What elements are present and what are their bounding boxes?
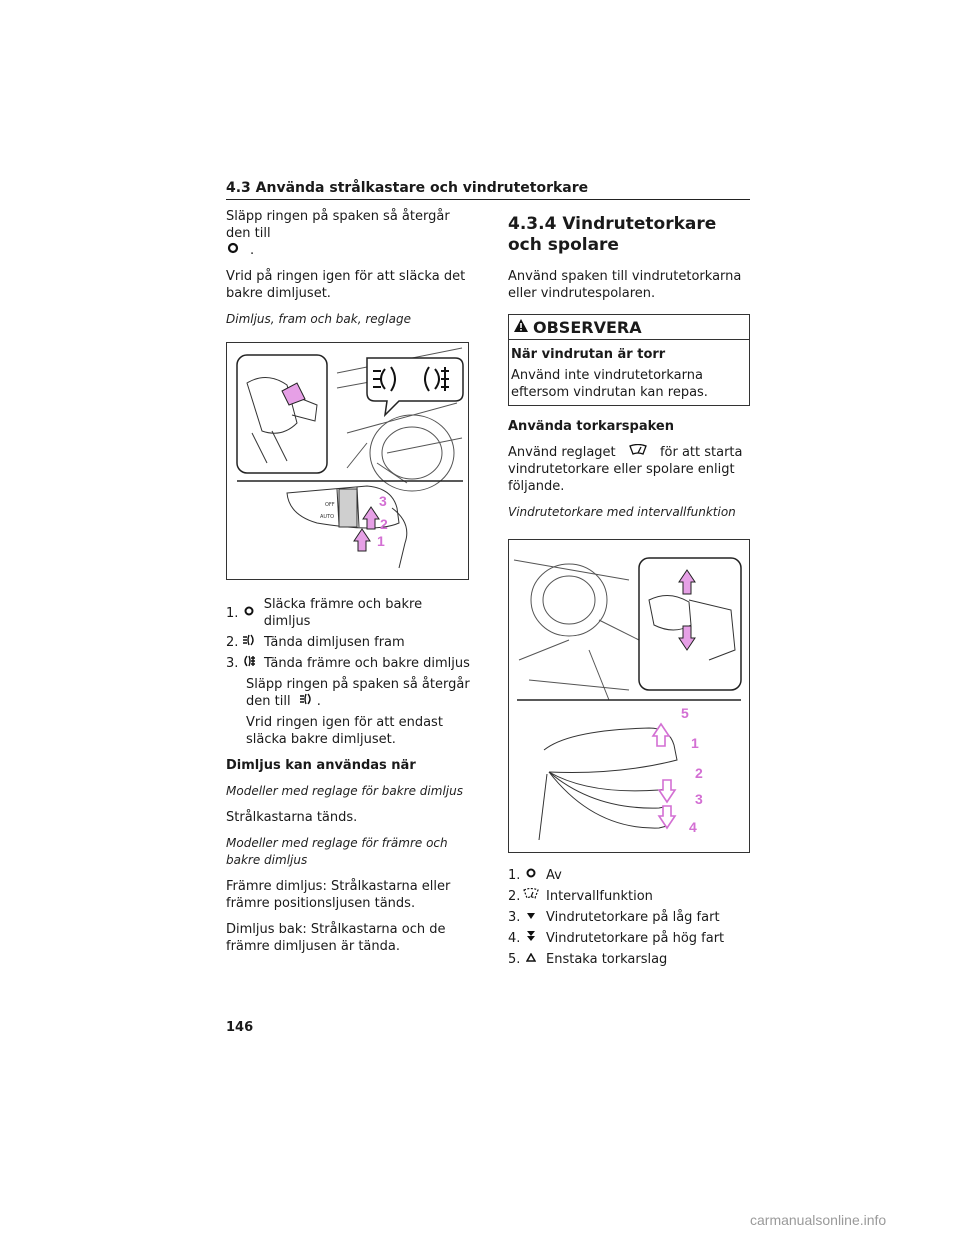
list-item: 1. Släcka främre och bakre dimljus: [226, 597, 423, 629]
callout-3: 3: [695, 791, 703, 807]
low-speed-icon: [522, 909, 540, 926]
sub-heading: Dimljus kan användas när: [226, 758, 416, 773]
callout-5: 5: [681, 705, 689, 721]
front-fog-icon: [240, 634, 258, 651]
caption: Modeller med reglage för främre och bakre dimljus: [226, 836, 448, 867]
high-speed-icon: [522, 930, 540, 947]
fog-light-figure: [226, 342, 469, 580]
list-item: 1. Av: [508, 868, 562, 883]
figure-caption: Vindrutetorkare med intervallfunktion: [508, 505, 736, 519]
list-item: 3. Tända främre och bakre dimljus: [226, 656, 470, 671]
page-number: 146: [226, 1020, 254, 1035]
warning-box: [508, 314, 750, 406]
list-note: Släpp ringen på spaken så återgår den till .: [246, 677, 470, 709]
paragraph: Använd spaken till vindrutetorkarna eller vindrutespolaren.: [508, 269, 742, 301]
callout-4: 4: [689, 819, 697, 835]
paragraph: Använd reglaget för att starta vindrutetorkare eller spolare enligt följande.: [508, 445, 743, 494]
warning-header: OBSERVERA: [509, 315, 749, 340]
off-icon: [226, 242, 250, 259]
rear-fog-icon: [240, 655, 258, 672]
paragraph: Främre dimljus: Strålkastarna eller främre positionsljusen tänds.: [226, 879, 451, 911]
list-item: 5. Enstaka torkarslag: [508, 952, 668, 967]
caption: Modeller med reglage för bakre dimljus: [226, 784, 463, 798]
left-column: [226, 208, 471, 964]
callout-2: 2: [380, 516, 388, 532]
section-heading: 4.3.4 Vindrutetorkare och spolare: [508, 214, 717, 255]
list-item: 3. Vindrutetorkare på låg fart: [508, 910, 720, 925]
lever-label: OFF: [325, 502, 335, 508]
off-icon: [240, 605, 258, 622]
callout-2: 2: [695, 765, 703, 781]
warning-text: Använd inte vindrutetorkarna eftersom vindrutan kan repas.: [511, 368, 708, 400]
callout-1: 1: [377, 533, 385, 549]
wiper-list: [508, 867, 750, 968]
list-note: Vrid ringen igen för att endast släcka bakre dimljuset.: [246, 715, 443, 747]
warning-icon: [513, 318, 529, 336]
wiper-icon: [620, 444, 656, 461]
list-item: 4. Vindrutetorkare på hög fart: [508, 931, 725, 946]
intermittent-wiper-icon: [522, 888, 540, 905]
front-fog-icon: [295, 693, 317, 710]
section-header: 4.3 Använda strålkastare och vindrutetorkare: [226, 180, 750, 200]
fog-light-list: [226, 596, 471, 672]
watermark: carmanualsonline.info: [750, 1212, 887, 1228]
paragraph: Släpp ringen på spaken så återgår den till .: [226, 209, 450, 258]
warning-subtitle: När vindrutan är torr: [511, 347, 666, 362]
callout-1: 1: [691, 735, 699, 751]
right-column: [508, 208, 750, 972]
lever-label: AUTO: [320, 514, 335, 520]
paragraph: Dimljus bak: Strålkastarna och de främre dimljusen är tända.: [226, 922, 446, 954]
sub-heading: Använda torkarspaken: [508, 419, 674, 434]
wiper-figure: [508, 539, 750, 853]
off-icon: [522, 867, 540, 884]
callout-3: 3: [379, 493, 387, 509]
paragraph: Strålkastarna tänds.: [226, 810, 358, 825]
figure-caption: Dimljus, fram och bak, reglage: [226, 312, 411, 326]
list-item: 2. Tända dimljusen fram: [226, 635, 405, 650]
single-wipe-icon: [522, 951, 540, 968]
paragraph: Vrid på ringen igen för att släcka det bakre dimljuset.: [226, 269, 466, 301]
list-item: 2. Intervallfunktion: [508, 889, 653, 904]
